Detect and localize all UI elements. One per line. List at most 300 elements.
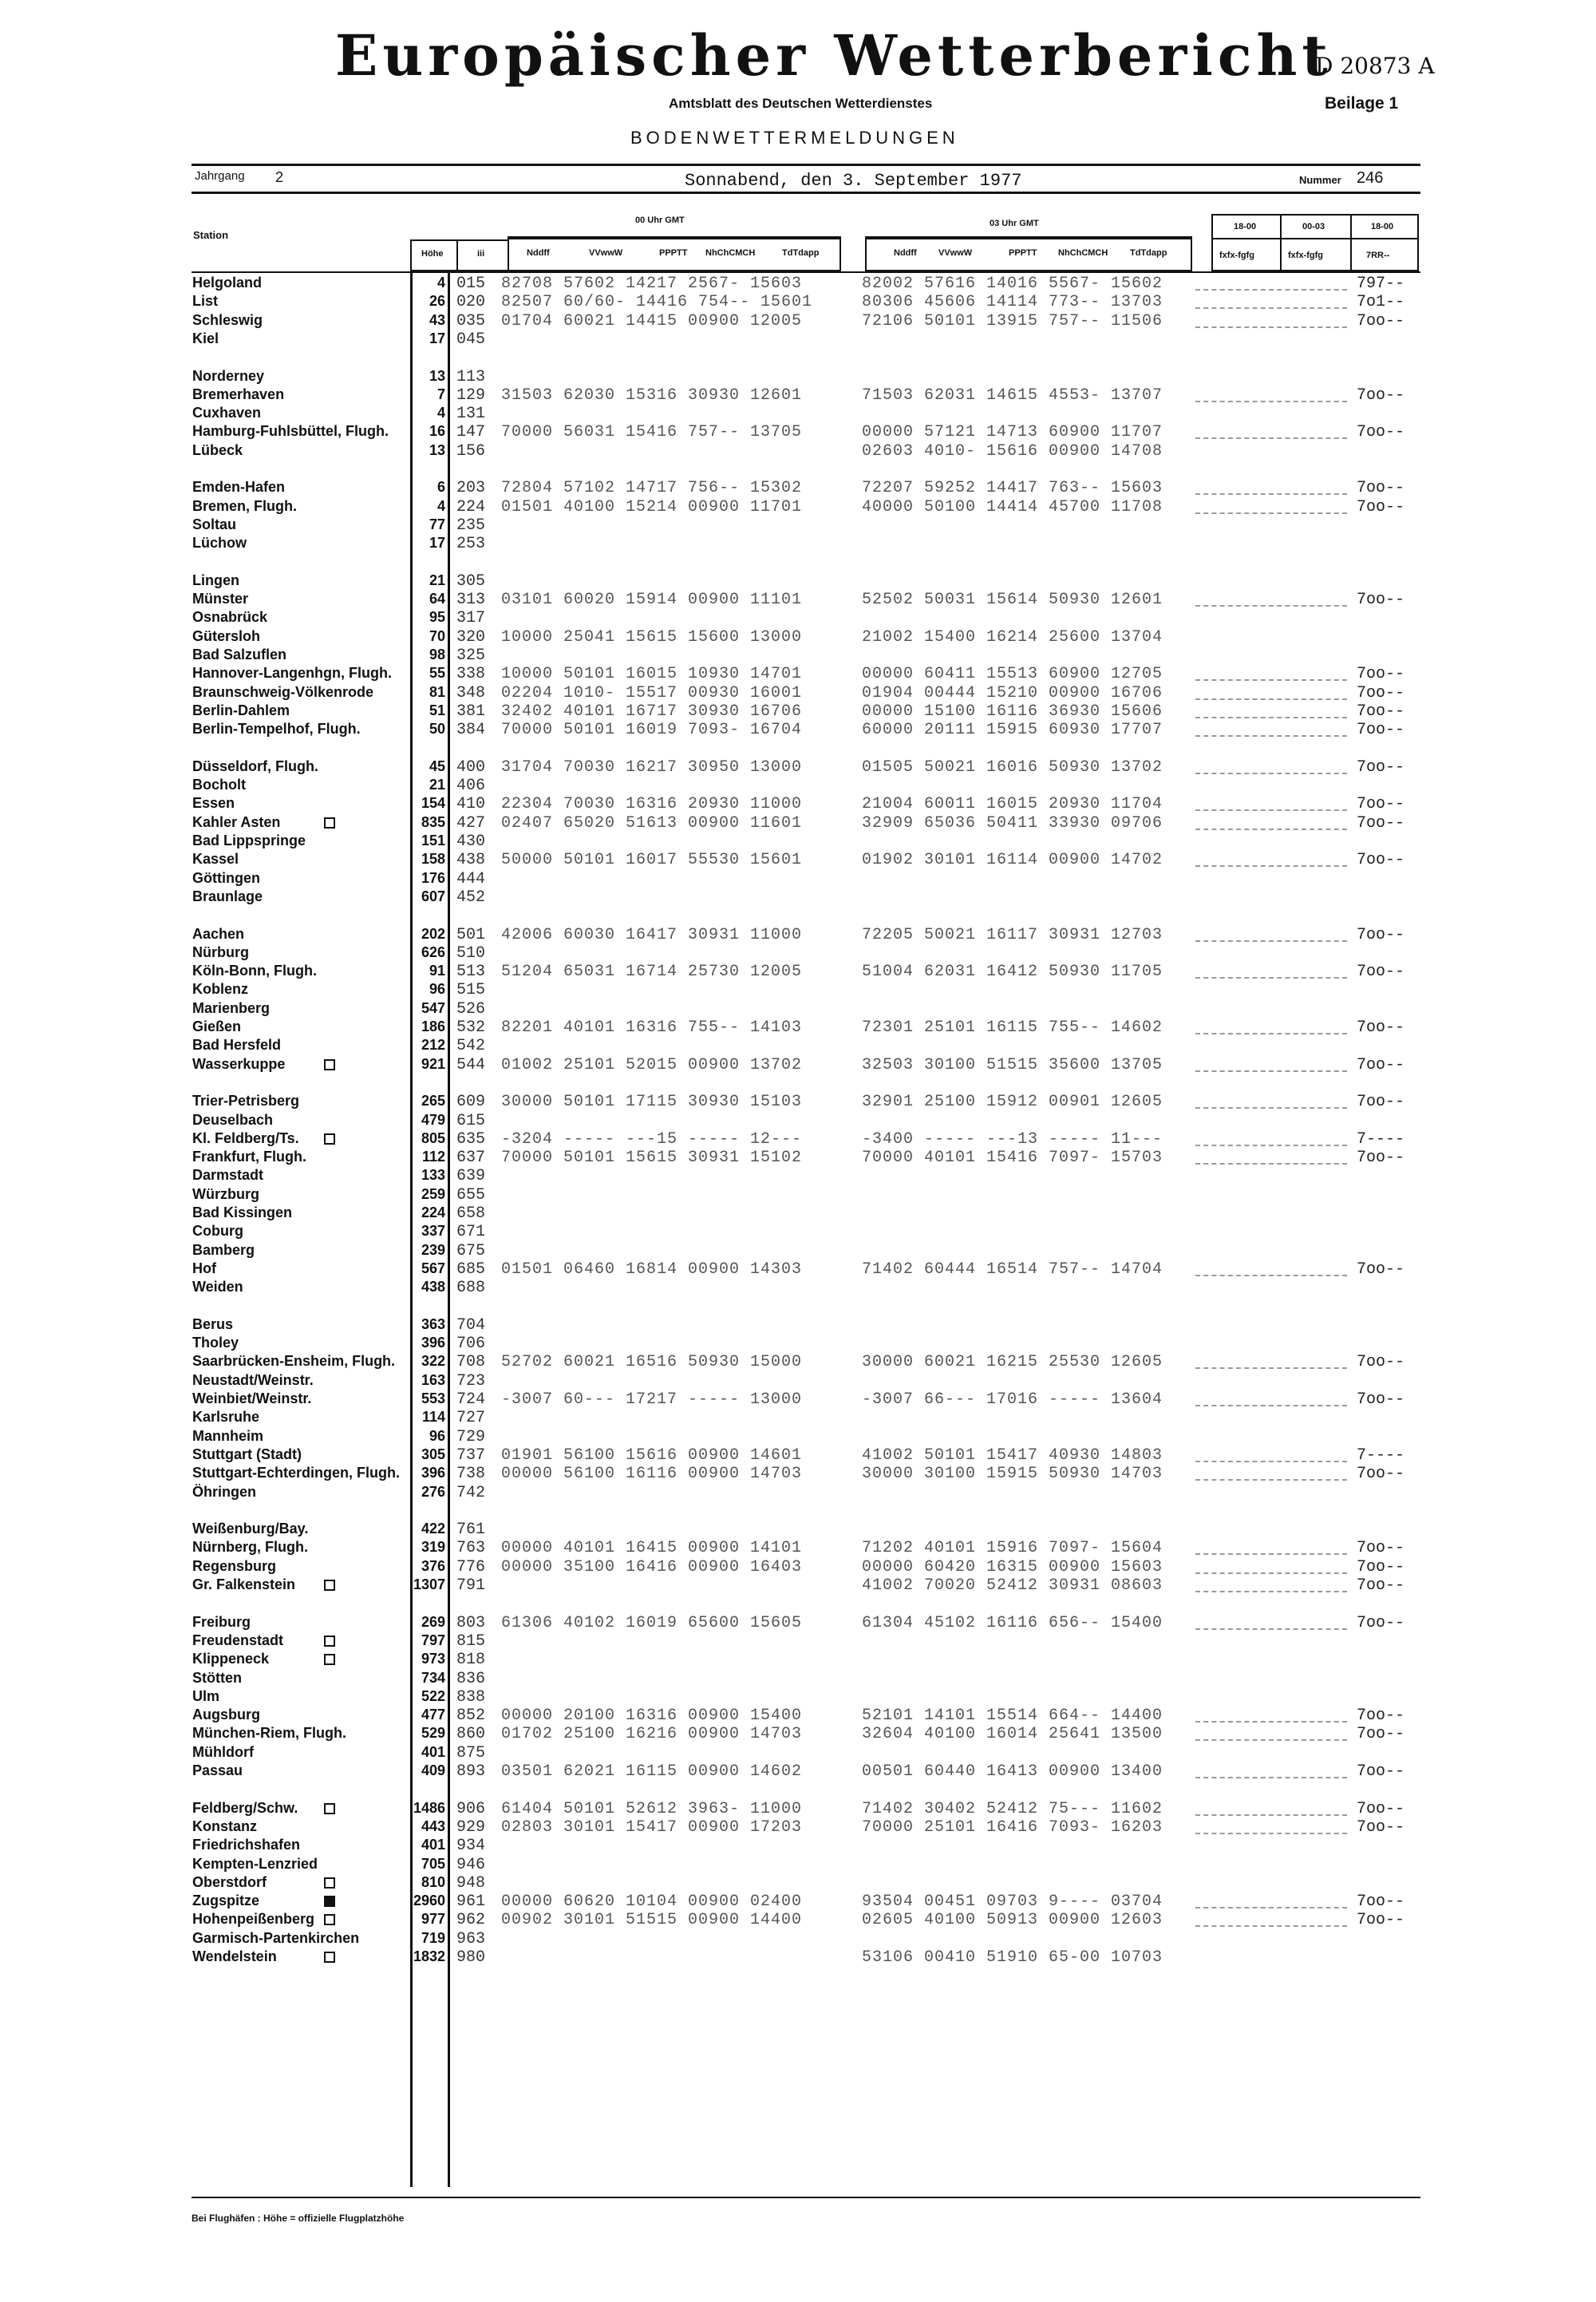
station-index: 544 [456, 1055, 486, 1074]
station-index: 727 [456, 1409, 486, 1428]
station-name: Gr. Falkenstein [192, 1576, 296, 1592]
obs-03-gmt: 72207 59252 14417 763-- 15603 [862, 479, 1163, 498]
wind-gust-placeholder [1195, 679, 1347, 681]
wind-gust-placeholder [1195, 1070, 1347, 1072]
station-index: 723 [456, 1371, 486, 1390]
wind-gust-placeholder [1195, 1907, 1347, 1908]
station-height: 319 [421, 1539, 445, 1556]
station-height: 422 [421, 1521, 445, 1537]
station-index: 313 [456, 591, 486, 610]
obs-00-gmt: 52702 60021 16516 50930 15000 [501, 1353, 803, 1372]
obs-03-gmt: 41002 50101 15417 40930 14803 [862, 1446, 1163, 1465]
station-height: 158 [421, 851, 445, 868]
station-height: 567 [421, 1260, 445, 1276]
station-index: 875 [456, 1743, 486, 1762]
precip-group: 7oo-- [1357, 1390, 1405, 1409]
precip-group: 7oo-- [1357, 665, 1405, 684]
station-name: Augsburg [192, 1707, 260, 1723]
extra-header-divider [1211, 238, 1419, 239]
extra-sub-2: fxfx-fgfg [1288, 251, 1323, 260]
station-height: 269 [421, 1613, 445, 1630]
station-index: 818 [456, 1651, 486, 1670]
mountain-station-square-icon [324, 1059, 335, 1074]
precip-group: 7oo-- [1357, 1707, 1405, 1726]
wind-gust-placeholder [1195, 1367, 1347, 1369]
obs-00-gmt: 82201 40101 16316 755-- 14103 [501, 1018, 803, 1037]
precip-group: 7oo-- [1357, 1149, 1405, 1168]
obs-03-gmt: 02605 40100 50913 00900 12603 [862, 1911, 1163, 1930]
iii-column-line [448, 271, 450, 2187]
obs-03-gmt: 72106 50101 13915 757-- 11506 [862, 311, 1163, 330]
station-index: 129 [456, 386, 486, 405]
wind-gust-placeholder [1195, 326, 1347, 328]
station-height: 239 [421, 1241, 445, 1258]
wind-gust-placeholder [1195, 437, 1347, 439]
obs-03-gmt: 32909 65036 50411 33930 09706 [862, 813, 1163, 833]
station-height: 4 [437, 405, 445, 421]
station-index: 685 [456, 1260, 486, 1279]
obs-03-gmt: 60000 20111 15915 60930 17707 [862, 721, 1163, 740]
station-name: Freiburg [192, 1613, 251, 1630]
obs-00-gmt: 30000 50101 17115 30930 15103 [501, 1093, 803, 1112]
station-name: Hof [192, 1260, 216, 1276]
station-index: 320 [456, 627, 486, 647]
precip-group: 7oo-- [1357, 963, 1405, 982]
obs-03-gmt: 00000 60411 15513 60900 12705 [862, 665, 1163, 684]
obs-00-gmt: 31503 62030 15316 30930 12601 [501, 386, 803, 405]
station-index: 929 [456, 1817, 486, 1837]
station-index: 406 [456, 777, 486, 796]
station-height: 2960 [413, 1893, 445, 1909]
obs-03-gmt: 00000 60420 16315 00900 15603 [862, 1557, 1163, 1576]
supplement-label: Beilage 1 [1325, 94, 1399, 113]
station-index: 671 [456, 1223, 486, 1242]
station-height: 1307 [413, 1576, 445, 1592]
station-height: 55 [429, 665, 445, 682]
extra-sub-1: fxfx-fgfg [1219, 251, 1254, 260]
obs-00-gmt: 72804 57102 14717 756-- 15302 [501, 479, 803, 498]
station-index: 948 [456, 1873, 486, 1893]
wind-gust-placeholder [1195, 1163, 1347, 1165]
station-height: 305 [421, 1446, 445, 1462]
station-height: 805 [421, 1129, 445, 1146]
station-index: 655 [456, 1185, 486, 1204]
precip-group: 7oo-- [1357, 1911, 1405, 1930]
station-index: 203 [456, 479, 486, 498]
station-height: 176 [421, 869, 445, 886]
header-rule-top [192, 164, 1420, 166]
station-name: Braunschweig-Völkenrode [192, 683, 374, 700]
station-height: 96 [429, 1427, 445, 1444]
precip-group: 7oo-- [1357, 1799, 1405, 1818]
obs-03-gmt: 70000 40101 15416 7097- 15703 [862, 1149, 1163, 1168]
wind-gust-placeholder [1195, 773, 1347, 774]
station-index: 348 [456, 683, 486, 702]
obs-03-gmt: 51004 62031 16412 50930 11705 [862, 963, 1163, 982]
station-index: 906 [456, 1799, 486, 1818]
station-index: 615 [456, 1111, 486, 1130]
station-index: 704 [456, 1315, 486, 1335]
obs-03-gmt: 61304 45102 16116 656-- 15400 [862, 1613, 1163, 1632]
station-height: 21 [429, 572, 445, 588]
obs-00-gmt: 22304 70030 16316 20930 11000 [501, 795, 803, 814]
obs-03-gmt: 71503 62031 14615 4553- 13707 [862, 386, 1163, 405]
station-height: 64 [429, 591, 445, 607]
obs-03-gmt: 71402 30402 52412 75--- 11602 [862, 1799, 1163, 1818]
precip-group: 7oo-- [1357, 423, 1405, 442]
station-index: 410 [456, 795, 486, 814]
precip-group: 797-- [1357, 275, 1405, 293]
wind-gust-placeholder [1195, 1833, 1347, 1834]
station-name: Stuttgart-Echterdingen, Flugh. [192, 1465, 400, 1481]
station-index: 946 [456, 1855, 486, 1874]
station-index: 763 [456, 1539, 486, 1558]
station-height: 4 [437, 275, 445, 291]
station-height: 4 [437, 497, 445, 514]
obs-03-gmt: 30000 60021 16215 25530 12605 [862, 1353, 1163, 1372]
station-index: 317 [456, 609, 486, 628]
station-height: 17 [429, 330, 445, 346]
station-name: Gießen [192, 1018, 242, 1034]
precip-group: 7oo-- [1357, 1576, 1405, 1595]
station-height: 529 [421, 1725, 445, 1742]
station-index: 637 [456, 1149, 486, 1168]
station-index: 803 [456, 1613, 486, 1632]
obs-00-gmt: 42006 60030 16417 30931 11000 [501, 925, 803, 944]
station-name: List [192, 293, 219, 310]
obs-03-gmt: 53106 00410 51910 65-00 10703 [862, 1948, 1163, 1967]
table-header-rule [192, 271, 1420, 273]
station-name: Freudenstadt [192, 1632, 284, 1648]
station-name: Bocholt [192, 777, 246, 793]
year-label: Jahrgang [195, 169, 245, 183]
station-name: Kl. Feldberg/Ts. [192, 1129, 299, 1146]
precip-group: 7oo-- [1357, 795, 1405, 814]
station-index: 708 [456, 1353, 486, 1372]
station-index: 147 [456, 423, 486, 442]
obs-03-gmt: 02603 4010- 15616 00900 14708 [862, 441, 1163, 461]
station-name: Bad Hersfeld [192, 1037, 282, 1054]
obs-00-gmt: 61404 50101 52612 3963- 11000 [501, 1799, 803, 1818]
station-height: 202 [421, 925, 445, 942]
precip-group: 7oo-- [1357, 1817, 1405, 1837]
station-height: 553 [421, 1390, 445, 1406]
station-index: 384 [456, 721, 486, 740]
header-rule-bottom [192, 192, 1420, 194]
station-index: 658 [456, 1204, 486, 1223]
wind-gust-placeholder [1195, 1925, 1347, 1927]
station-name: Neustadt/Weinstr. [192, 1371, 314, 1388]
section-title: BODENWETTERMELDUNGEN [630, 128, 959, 148]
station-name: Norderney [192, 367, 265, 384]
station-index: 742 [456, 1483, 486, 1502]
obs-00-gmt: 00000 35100 16416 00900 16403 [501, 1557, 803, 1576]
obs-00-gmt: 01501 06460 16814 00900 14303 [501, 1260, 803, 1279]
precip-group: 7oo-- [1357, 497, 1405, 516]
precip-group: 7oo-- [1357, 1613, 1405, 1632]
document-code: D 20873 A [1315, 53, 1435, 79]
precip-group: 7oo-- [1357, 1762, 1405, 1781]
obs-00-gmt: 61306 40102 16019 65600 15605 [501, 1613, 803, 1632]
station-height: 797 [421, 1632, 445, 1648]
station-name: Saarbrücken-Ensheim, Flugh. [192, 1353, 396, 1370]
station-height: 77 [429, 516, 445, 532]
obs-03-gmt: 40000 50100 14414 45700 11708 [862, 497, 1163, 516]
station-name: Öhringen [192, 1483, 256, 1500]
station-index: 532 [456, 1018, 486, 1037]
mountain-station-square-icon [324, 1654, 335, 1669]
station-name: Göttingen [192, 869, 260, 886]
wind-gust-placeholder [1195, 307, 1347, 309]
group00-header: 00 Uhr GMT [635, 216, 685, 225]
precip-group: 7---- [1357, 1446, 1405, 1465]
wind-gust-placeholder [1195, 289, 1347, 291]
station-height: 401 [421, 1837, 445, 1853]
obs-00-gmt: 02407 65020 51613 00900 11601 [501, 813, 803, 833]
precip-group: 7oo-- [1357, 702, 1405, 721]
station-index: 381 [456, 702, 486, 721]
obs-00-gmt: 03101 60020 15914 00900 11101 [501, 591, 803, 610]
station-index: 430 [456, 833, 486, 851]
station-name: Darmstadt [192, 1167, 264, 1184]
obs-00-gmt: 01702 25100 16216 00900 14703 [501, 1725, 803, 1744]
station-index: 224 [456, 497, 486, 516]
extra-header-sep-2 [1350, 214, 1352, 271]
obs-03-gmt: 30000 30100 15915 50930 14703 [862, 1465, 1163, 1484]
station-name: Mühldorf [192, 1743, 254, 1760]
station-index: 542 [456, 1037, 486, 1056]
wind-gust-placeholder [1195, 1033, 1347, 1034]
mountain-station-square-icon [324, 1914, 335, 1929]
group00-clouds: NhChCMCH [705, 248, 756, 258]
station-name: Klippeneck [192, 1651, 270, 1667]
wind-gust-placeholder [1195, 512, 1347, 514]
wind-gust-placeholder [1195, 1275, 1347, 1276]
station-name: Nürburg [192, 943, 249, 960]
station-height: 734 [421, 1669, 445, 1686]
obs-03-gmt: 41002 70020 52412 30931 08603 [862, 1576, 1163, 1595]
extra-head-2: 00-03 [1302, 222, 1325, 231]
group03-vvwww: VVwwW [938, 248, 973, 258]
obs-03-gmt: 52101 14101 15514 664-- 14400 [862, 1707, 1163, 1726]
wind-gust-placeholder [1195, 1107, 1347, 1109]
station-index: 963 [456, 1929, 486, 1948]
obs-00-gmt: 70000 50101 16019 7093- 16704 [501, 721, 803, 740]
precip-group: 7oo-- [1357, 813, 1405, 833]
station-height: 133 [421, 1167, 445, 1184]
wind-gust-placeholder [1195, 1591, 1347, 1592]
station-height: 396 [421, 1335, 445, 1351]
obs-00-gmt: 01704 60021 14415 00900 12005 [501, 311, 803, 330]
wind-gust-placeholder [1195, 1628, 1347, 1630]
station-height: 438 [421, 1279, 445, 1295]
station-name: Cuxhaven [192, 405, 262, 421]
wind-gust-placeholder [1195, 1553, 1347, 1555]
station-height: 13 [429, 367, 445, 384]
obs-00-gmt: 01901 56100 15616 00900 14601 [501, 1446, 803, 1465]
mountain-station-square-icon [324, 1877, 335, 1893]
obs-03-gmt: 32901 25100 15912 00901 12605 [862, 1093, 1163, 1112]
station-height: 21 [429, 777, 445, 793]
station-height: 13 [429, 441, 445, 458]
obs-00-gmt: 00000 60620 10104 00900 02400 [501, 1893, 803, 1912]
obs-00-gmt: 50000 50101 16017 55530 15601 [501, 851, 803, 870]
station-height: 50 [429, 721, 445, 738]
wind-gust-placeholder [1195, 1461, 1347, 1462]
mountain-station-square-icon [324, 817, 335, 833]
station-index: 015 [456, 275, 486, 293]
obs-00-gmt: 10000 50101 16015 10930 14701 [501, 665, 803, 684]
station-name: Essen [192, 795, 235, 812]
mountain-station-square-icon [324, 1133, 335, 1149]
precip-group: 7oo-- [1357, 925, 1405, 944]
station-name: Berlin-Dahlem [192, 702, 290, 718]
obs-03-gmt: 01902 30101 16114 00900 14702 [862, 851, 1163, 870]
station-height: 1486 [413, 1799, 445, 1816]
obs-00-gmt: 70000 56031 15416 757-- 13705 [501, 423, 803, 442]
obs-00-gmt: 10000 25041 15615 15600 13000 [501, 627, 803, 647]
station-height: 719 [421, 1929, 445, 1946]
obs-03-gmt: 52502 50031 15614 50930 12601 [862, 591, 1163, 610]
station-height: 7 [437, 386, 445, 402]
extra-sub-3: 7RR-- [1366, 251, 1390, 260]
station-index: 893 [456, 1762, 486, 1781]
station-name: Soltau [192, 516, 237, 532]
station-height: 259 [421, 1185, 445, 1202]
station-name: Feldberg/Schw. [192, 1799, 298, 1816]
precip-group: 7oo-- [1357, 1018, 1405, 1037]
station-name: Düsseldorf, Flugh. [192, 757, 319, 774]
wind-gust-placeholder [1195, 605, 1347, 607]
obs-00-gmt: -3007 60--- 17217 ----- 13000 [501, 1390, 803, 1409]
station-height: 43 [429, 311, 445, 328]
station-name: Stötten [192, 1669, 242, 1686]
station-index: 738 [456, 1465, 486, 1484]
obs-00-gmt: 02803 30101 15417 00900 17203 [501, 1817, 803, 1837]
station-index: 305 [456, 572, 486, 591]
station-height: 322 [421, 1353, 445, 1370]
wind-gust-placeholder [1195, 717, 1347, 718]
wind-gust-placeholder [1195, 977, 1347, 979]
station-name: Ulm [192, 1687, 220, 1704]
wind-gust-placeholder [1195, 809, 1347, 811]
precip-group: 7oo-- [1357, 1725, 1405, 1744]
precip-group: 7oo-- [1357, 591, 1405, 610]
group03-clouds: NhChCMCH [1058, 248, 1108, 258]
wind-gust-placeholder [1195, 1572, 1347, 1574]
precip-group: 7oo-- [1357, 479, 1405, 498]
station-name: Lingen [192, 572, 239, 588]
wind-gust-placeholder [1195, 829, 1347, 830]
station-name: Trier-Petrisberg [192, 1093, 300, 1109]
station-index: 253 [456, 535, 486, 554]
station-height: 522 [421, 1687, 445, 1704]
station-name: Bad Kissingen [192, 1204, 293, 1220]
station-index: 515 [456, 981, 486, 1000]
station-name: Stuttgart (Stadt) [192, 1446, 302, 1462]
station-height: 98 [429, 647, 445, 663]
station-name: Bad Lippspringe [192, 833, 306, 848]
station-index: 836 [456, 1669, 486, 1688]
obs-00-gmt: 00000 56100 16116 00900 14703 [501, 1465, 803, 1484]
obs-00-gmt: 31704 70030 16217 30950 13000 [501, 757, 803, 777]
station-height: 17 [429, 535, 445, 552]
station-height: 810 [421, 1873, 445, 1890]
obs-03-gmt: 32503 30100 51515 35600 13705 [862, 1055, 1163, 1074]
obs-00-gmt: 51204 65031 16714 25730 12005 [501, 963, 803, 982]
station-name: Kassel [192, 851, 239, 868]
wind-gust-placeholder [1195, 735, 1347, 737]
station-index: 776 [456, 1557, 486, 1576]
obs-03-gmt: 71202 40101 15916 7097- 15604 [862, 1539, 1163, 1558]
mountain-station-square-icon [324, 1580, 335, 1595]
station-index: 815 [456, 1632, 486, 1651]
station-height: 547 [421, 999, 445, 1016]
height-column-header: Höhe [421, 249, 444, 259]
station-index: 510 [456, 943, 486, 963]
station-name: Passau [192, 1762, 243, 1778]
station-height: 973 [421, 1651, 445, 1667]
obs-03-gmt: 93504 00451 09703 9---- 03704 [862, 1893, 1163, 1912]
mountain-station-square-icon [324, 1803, 335, 1818]
station-index: 400 [456, 757, 486, 777]
station-index: 962 [456, 1911, 486, 1930]
station-index: 609 [456, 1093, 486, 1112]
station-height: 114 [421, 1409, 445, 1426]
station-name: Friedrichshafen [192, 1837, 301, 1853]
precip-group: 7oo-- [1357, 1093, 1405, 1112]
station-name: Berlin-Tempelhof, Flugh. [192, 721, 361, 738]
station-height: 835 [421, 813, 445, 830]
station-name: Karlsruhe [192, 1409, 260, 1426]
station-index: 852 [456, 1707, 486, 1726]
obs-03-gmt: 72205 50021 16117 30931 12703 [862, 925, 1163, 944]
station-name: Lüchow [192, 535, 247, 552]
station-name: Mannheim [192, 1427, 264, 1444]
station-height: 1832 [413, 1948, 445, 1964]
wind-gust-placeholder [1195, 401, 1347, 402]
station-height: 151 [421, 833, 445, 848]
station-name: Bremen, Flugh. [192, 497, 298, 514]
station-height: 51 [429, 702, 445, 718]
station-index: 675 [456, 1241, 486, 1260]
station-name: München-Riem, Flugh. [192, 1725, 346, 1742]
group00-dewpoint: TdTdapp [782, 248, 820, 258]
station-index: 045 [456, 330, 486, 349]
station-index: 791 [456, 1576, 486, 1595]
obs-03-gmt: 70000 25101 16416 7093- 16203 [862, 1817, 1163, 1837]
station-name: Frankfurt, Flugh. [192, 1149, 306, 1165]
obs-03-gmt: 71402 60444 16514 757-- 14704 [862, 1260, 1163, 1279]
wind-gust-placeholder [1195, 1721, 1347, 1723]
wind-gust-placeholder [1195, 1739, 1347, 1741]
station-index: 838 [456, 1687, 486, 1707]
obs-03-gmt: 00501 60440 16413 00900 13400 [862, 1762, 1163, 1781]
precip-group: 7oo-- [1357, 683, 1405, 702]
number-label: Nummer [1299, 174, 1341, 186]
station-name: Garmisch-Partenkirchen [192, 1929, 360, 1946]
precip-group: 7---- [1357, 1129, 1405, 1149]
station-height: 479 [421, 1111, 445, 1128]
station-index: 635 [456, 1129, 486, 1149]
station-name: Koblenz [192, 981, 248, 998]
obs-00-gmt: 82507 60/60- 14416 754-- 15601 [501, 293, 813, 312]
precip-group: 7oo-- [1357, 1260, 1405, 1279]
precip-group: 7oo-- [1357, 1465, 1405, 1484]
station-name: Wendelstein [192, 1948, 277, 1964]
station-height: 401 [421, 1743, 445, 1760]
station-name: Osnabrück [192, 609, 268, 626]
